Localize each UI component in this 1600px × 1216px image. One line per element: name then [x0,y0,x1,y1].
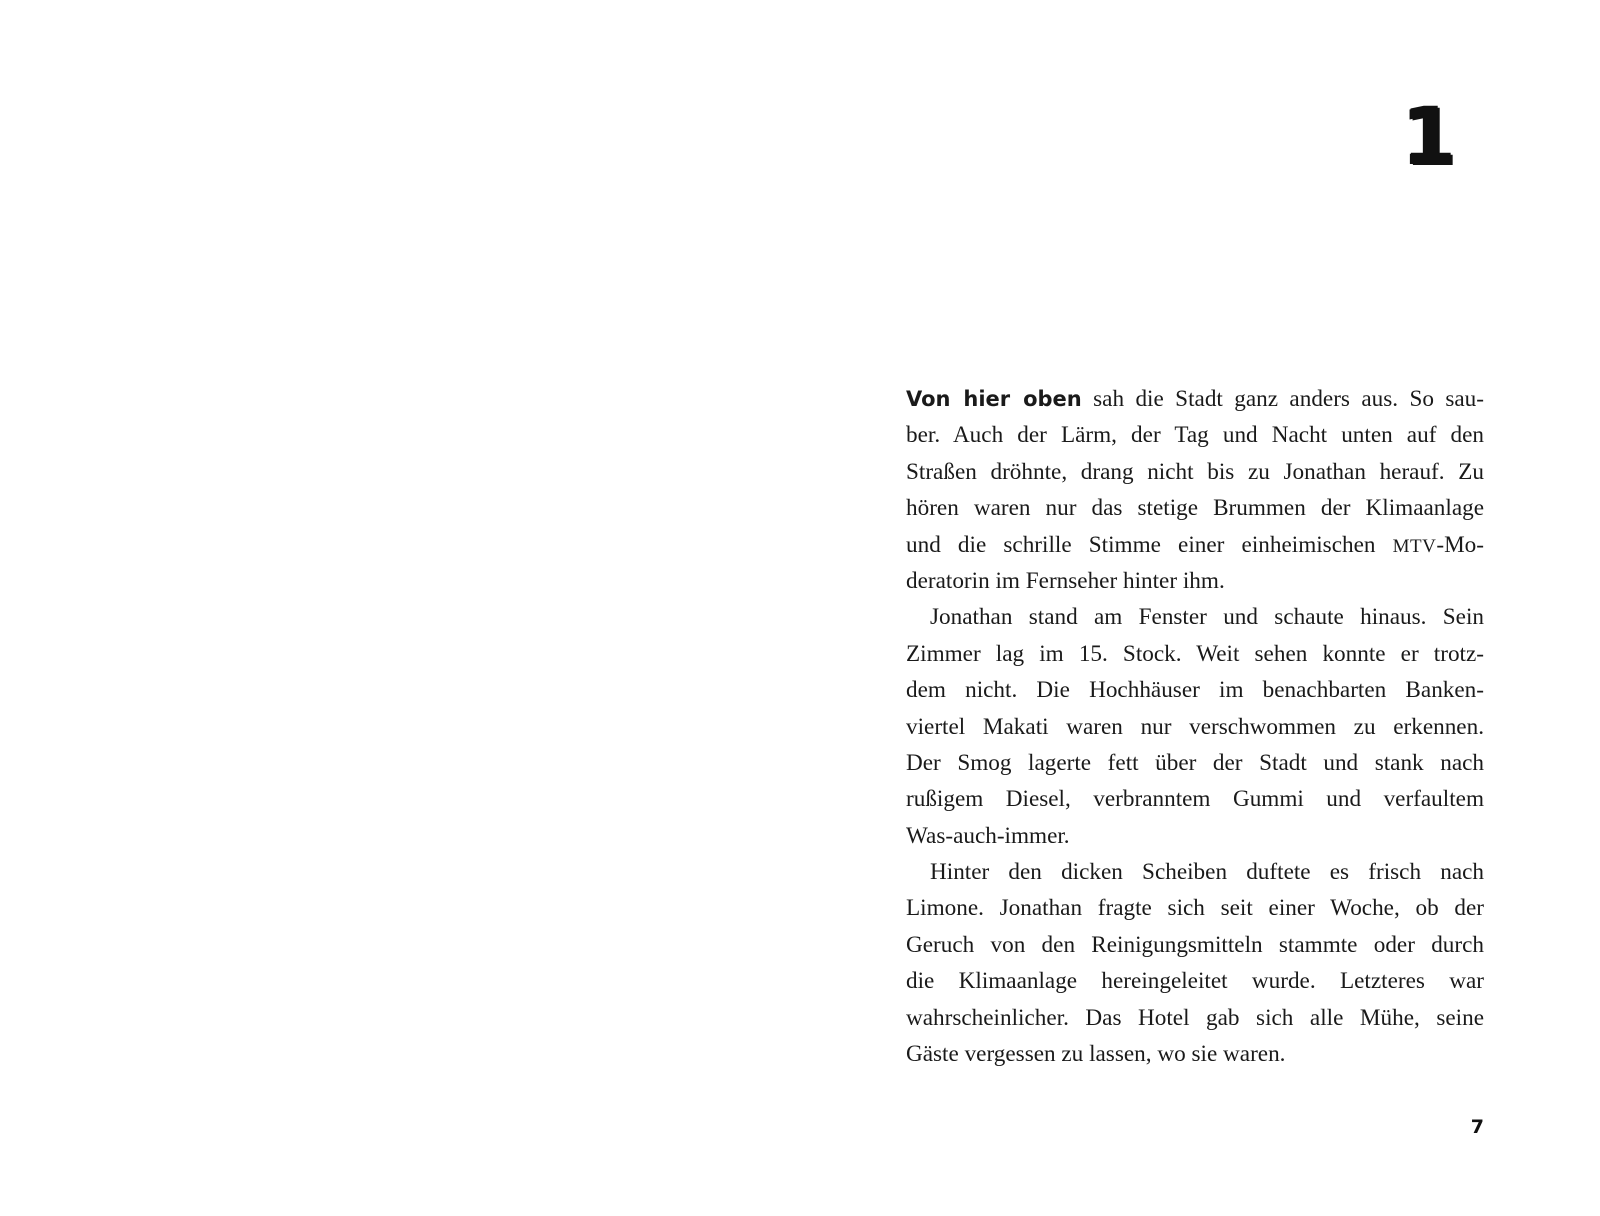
text-line: Jonathan stand am Fenster und schaute hinaus. Sein [930,604,1484,631]
text-span: und die schrille Stimme einer einheimischen [906,531,1393,558]
text-line: ber. Auch der Lärm, der Tag und Nacht unten auf den [906,422,1484,449]
text-line: rußigem Diesel, verbranntem Gummi und verfaultem [906,786,1484,813]
text-line: deratorin im Fernseher hinter ihm. [906,567,1225,594]
mtv-abbreviation: MTV [1392,535,1437,557]
chapter-number: 1 [1401,92,1454,182]
text-line: hören waren nur das stetige Brummen der Klimaanlage [906,495,1484,522]
text-line: Der Smog lagerte fett über der Stadt und stank nach [906,749,1484,776]
text-line: Limone. Jonathan fragte sich seit einer Woche, ob der [906,895,1484,922]
text-line [906,381,1484,417]
text-line: dem nicht. Die Hochhäuser im benachbarten Banken- [906,677,1484,704]
text-line: Straßen dröhnte, drang nicht bis zu Jonathan herauf. Zu [906,458,1484,485]
text-line: Hinter den dicken Scheiben duftete es frisch nach [930,859,1484,886]
text-line: viertel Makati waren nur verschwommen zu erkennen. [906,713,1484,740]
text-span: -Mo- [1436,531,1484,558]
text-line: Zimmer lag im 15. Stock. Weit sehen konnte er trotz- [906,640,1484,667]
page-number: 7 [1470,1116,1484,1138]
text-line: wahrscheinlicher. Das Hotel gab sich alle Mühe, seine [906,1004,1484,1031]
body-text [906,381,1484,1072]
text-line: Gäste vergessen zu lassen, wo sie waren. [906,1041,1286,1068]
lead-in: Von hier oben [906,387,1082,411]
text-line: Geruch von den Reinigungsmitteln stammte oder durch [906,931,1484,958]
text-line: die Klimaanlage hereingeleitet wurde. Letzteres war [906,968,1484,995]
text-line [906,527,1484,563]
text-line: Was-auch-immer. [906,822,1070,849]
text-span: sah die Stadt ganz anders aus. So sau- [1081,386,1484,412]
